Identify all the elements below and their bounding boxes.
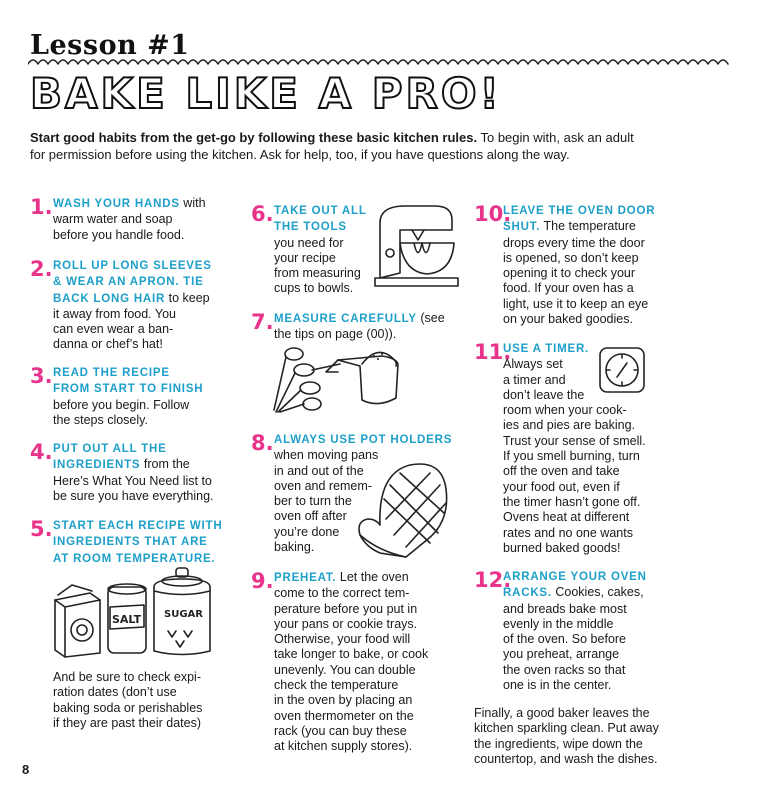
page-number: 8 [22,762,30,777]
rule-text: the tips on page (00)). [274,327,397,342]
rule-text: your pans or cookie trays. [274,616,418,631]
rule-heading: START EACH RECIPE WITH [53,520,223,532]
rule-text: of the oven. So before [503,632,627,647]
rule-heading: USE A TIMER. [503,343,590,355]
rule-item [251,570,428,755]
rule-number: 3. [30,364,53,388]
rule-text: (see [416,311,445,325]
rule-text: is opened, so don’t keep [503,250,639,265]
rule-text: If you smell burning, turn [503,449,640,464]
rule-heading: AT ROOM TEMPERATURE. [53,552,216,565]
rule-text: take longer to bake, or cook [274,647,429,662]
rule-heading: READ THE RECIPE [53,367,170,379]
rule-heading: ARRANGE YOUR OVEN [503,571,647,583]
rule-text: rack (you can buy these [274,723,407,738]
rule-text: perature before you put in [274,601,418,616]
rule-text: before you handle food. [53,227,185,242]
rule-heading: ROLL UP LONG SLEEVES [53,260,212,272]
rule-heading: & WEAR AN APRON. TIE [53,276,204,289]
measuring-cup-icon [312,352,398,403]
rule-text: food. If your oven has a [503,281,634,296]
rule-number: 8. [251,431,274,455]
text-line: countertop, and wash the dishes. [474,751,658,766]
rule-heading: LEAVE THE OVEN DOOR [503,205,656,217]
lesson-label: Lesson #1 [30,30,190,61]
salt-label: SALT [112,613,142,626]
rule-text: can even wear a ban- [53,322,174,337]
rule-text: check the temperature [274,678,399,693]
rule-text: warm water and soap [53,212,173,227]
page-title: BAKE LIKE A PRO! [30,69,502,118]
closing-paragraph [474,706,659,767]
rule-text: oven off after [274,509,347,524]
rule-number: 1. [30,195,53,219]
rule-text: on your baked goodies. [503,312,633,327]
rule-text: rates and no one wants [503,525,633,540]
rule-text: oven and remem- [274,478,372,493]
rule-item [474,569,647,693]
rule-text: ies and pies are baking. [503,418,636,433]
rule-text: Ovens heat at different [503,510,630,525]
rule-heading: PUT OUT ALL THE [53,443,167,455]
rule-text: The temperature [540,219,636,234]
stand-mixer-illustration [370,198,462,290]
rule-text: from the [140,457,190,472]
pantry-items-illustration [50,565,215,660]
rule-text: and breads bake most [503,601,627,616]
rule-text: one is in the center. [503,678,612,693]
rule-text: light, use it to keep an eye [503,296,649,311]
text-line: Finally, a good baker leaves the [474,706,650,720]
rule-text: evenly in the middle [503,616,614,631]
rule-heading: BACK LONG HAIR [53,292,166,305]
rule-text: in the oven by placing an [274,693,413,708]
rule5-expiration-note [53,670,202,731]
rule-item [251,203,367,297]
rule-text: the oven racks so that [503,662,626,677]
rule-item [30,365,203,428]
intro-text-1: To begin with, ask an adult [477,130,634,145]
rule-item [474,203,655,327]
rule-item [30,441,214,504]
rule-item [30,258,212,353]
text-line: the ingredients, wipe down the [474,736,643,751]
sugar-canister-icon [154,568,210,655]
rule-item [30,196,206,243]
rule-text: oven thermometer on the [274,708,414,723]
salt-shaker-icon [108,584,146,653]
timer-icon [600,348,644,392]
rule-heading: FROM START TO FINISH [53,383,204,396]
rule-text: the steps closely. [53,412,148,427]
rule-text: your recipe [274,250,336,265]
rule-heading: INGREDIENTS THAT ARE [53,536,208,549]
rule-text: you need for [274,235,344,250]
rule-number: 2. [30,257,53,281]
rule-text: come to the correct tem- [274,586,410,601]
rule-text: Always set [503,357,563,372]
rule-text: opening it to check your [503,266,636,281]
rule-heading: SHUT. [503,221,541,234]
rule-number: 9. [251,569,274,593]
oven-mitt-illustration [350,455,465,565]
rule-heading: MEASURE CAREFULLY [274,313,417,325]
rule-text: with [179,196,206,210]
rule-text: at kitchen supply stores). [274,739,413,754]
rule-text: a timer and [503,372,566,387]
rule-text: Otherwise, your food will [274,632,411,647]
rule-text: burned baked goods! [503,540,621,555]
rule-text: drops every time the door [503,235,645,250]
rule-text: room when your cook- [503,403,627,418]
rule-item [251,311,445,343]
text-line: baking soda or perishables [53,700,203,715]
rule-heading: INGREDIENTS [53,459,141,472]
rule-text: you’re done [274,524,340,539]
rule-item [30,518,222,567]
rule-heading: TAKE OUT ALL [274,205,367,217]
text-line: kitchen sparkling clean. Put away [474,721,659,736]
kitchen-timer-illustration [597,345,647,395]
rule-text: don’t leave the [503,387,585,402]
oven-mitt-icon [359,464,447,557]
rule-text: Here’s What You Need list to [53,473,212,488]
rule-heading: THE TOOLS [274,221,347,234]
rule-text: danna or chef’s hat! [53,337,163,352]
rule-text: in and out of the [274,463,364,478]
rule-heading: WASH YOUR HANDS [53,198,180,210]
rule-heading: RACKS. [503,587,552,600]
intro-paragraph [30,129,730,163]
intro-text-2: for permission before using the kitchen. Ask for help, too, if you have questions along the way. [30,147,570,162]
rule-text: it away from food. You [53,306,176,321]
text-line: And be sure to check expi- [53,670,201,684]
rule-text: when moving pans [274,448,379,463]
rule-text: ber to turn the [274,494,352,509]
rule-number: 11. [474,340,512,364]
rule-text: before you begin. Follow [53,397,190,412]
rule-text: Let the oven [336,570,409,584]
measuring-tools-illustration [266,342,436,417]
intro-bold: Start good habits from the get-go by following these basic kitchen rules. [30,130,478,145]
rule-number: 10. [474,202,512,226]
rule-text: from measuring [274,266,361,281]
rule-text: you preheat, arrange [503,647,620,662]
rule-text: unevenly. You can double [274,662,416,677]
rule-text: off the oven and take [503,464,620,479]
rule-text: baking. [274,540,315,555]
rule-heading: ALWAYS USE POT HOLDERS [274,434,453,446]
rule-heading: PREHEAT. [274,572,337,584]
rule-text: cups to bowls. [274,281,354,296]
baking-soda-box-icon [55,585,100,657]
rule-text: be sure you have everything. [53,488,214,503]
text-line: if they are past their dates) [53,715,201,730]
rule-text: your food out, even if [503,479,620,494]
rule-number: 7. [251,310,274,334]
rule-text: to keep [165,290,210,305]
text-line: ration dates (don’t use [53,685,177,700]
rule-number: 6. [251,202,274,226]
sugar-label: SUGAR [164,609,203,620]
rule-number: 12. [474,568,512,592]
measuring-spoons-icon [274,348,321,412]
rule-text: the timer hasn’t gone off. [503,494,641,509]
rule-number: 4. [30,440,53,464]
rule-text: Cookies, cakes, [551,585,644,600]
rule-number: 5. [30,517,53,541]
rule-text: Trust your sense of smell. [503,433,646,448]
